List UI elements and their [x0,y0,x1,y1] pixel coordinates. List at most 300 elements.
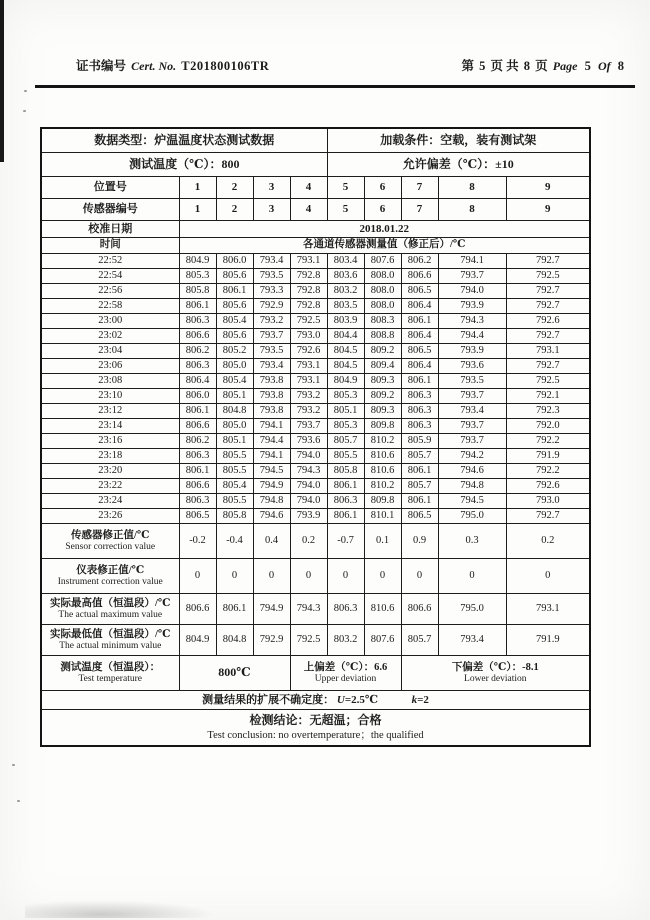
reading-value: 810.2 [364,479,401,494]
reading-value: 805.1 [216,389,253,404]
reading-value: 806.1 [216,284,253,299]
sensor-number: 1 [179,199,216,221]
reading-value: 806.1 [179,404,216,419]
reading-time: 23:16 [41,434,179,449]
reading-value: 793.7 [438,419,506,434]
conclusion-cell [41,710,590,747]
reading-row [41,269,590,284]
reading-value: 805.1 [327,404,364,419]
conclusion-cn: 检测结论：无超温；合格 [249,713,382,728]
reading-value: 794.5 [253,464,290,479]
reading-value: 806.1 [179,299,216,314]
reading-value: 792.9 [253,299,290,314]
upper-deviation-cell [290,656,401,691]
page-of-label: Of [597,59,611,73]
reading-value: 792.5 [506,269,590,284]
reading-value: 805.4 [216,479,253,494]
reading-time: 23:12 [41,404,179,419]
page-total-en: 8 [617,59,624,73]
dust-speck [12,764,15,766]
reading-value: 793.1 [290,374,327,389]
position-number: 1 [179,177,216,199]
reading-value: 806.1 [401,374,438,389]
reading-value: 794.0 [290,449,327,464]
sensor-number: 5 [327,199,364,221]
reading-time: 23:18 [41,449,179,464]
reading-value: 805.8 [327,464,364,479]
reading-value: 806.0 [179,389,216,404]
reading-value: 805.8 [216,509,253,524]
sensor-number: 2 [216,199,253,221]
test-temperature-label-cn: 测试温度（恒温段）： [60,661,161,673]
scan-smudge-artifact [25,900,215,918]
reading-value: 810.6 [364,464,401,479]
reading-value: 792.2 [506,434,590,449]
meta-row-1 [41,128,590,153]
reading-value: 792.8 [290,269,327,284]
reading-value: 806.2 [401,254,438,269]
actual-max-value: 794.3 [290,594,327,625]
sensor-correction-row [41,524,590,559]
reading-time: 23:02 [41,329,179,344]
reading-value: 806.3 [179,359,216,374]
reading-value: 793.6 [438,359,506,374]
reading-value: 810.6 [364,449,401,464]
position-number: 2 [216,177,253,199]
instrument-correction-value: 0 [179,559,216,594]
actual-min-value: 792.9 [253,625,290,656]
reading-value: 805.9 [401,434,438,449]
reading-value: 794.4 [253,434,290,449]
reading-value: 809.8 [364,419,401,434]
reading-value: 806.3 [327,494,364,509]
reading-value: 794.3 [290,464,327,479]
reading-value: 803.6 [327,269,364,284]
meta-row-2 [41,153,590,177]
reading-value: 805.5 [216,449,253,464]
reading-value: 806.3 [401,389,438,404]
reading-value: 803.9 [327,314,364,329]
reading-value: 809.8 [364,494,401,509]
reading-value: 794.8 [438,479,506,494]
sensor-correction-value: 0.1 [364,524,401,559]
reading-value: 793.4 [253,359,290,374]
reading-value: 804.9 [327,374,364,389]
position-number: 9 [506,177,590,199]
instrument-correction-label [41,559,179,594]
reading-value: 806.4 [401,299,438,314]
uncertainty-k-symbol: k [411,693,418,706]
actual-min-value: 804.9 [179,625,216,656]
actual-min-row [41,625,590,656]
reading-value: 805.6 [216,269,253,284]
reading-value: 806.1 [401,494,438,509]
reading-value: 806.0 [216,254,253,269]
actual-min-value: 804.8 [216,625,253,656]
sensor-correction-label [41,524,179,559]
channel-header: 各通道传感器测量值（修正后）/℃ [179,238,590,254]
actual-max-value: 806.6 [401,594,438,625]
reading-row [41,434,590,449]
reading-value: 794.5 [438,494,506,509]
reading-time: 22:56 [41,284,179,299]
reading-value: 792.7 [506,299,590,314]
uncertainty-cell [41,691,590,710]
actual-min-label-en: The actual minimum value [59,640,162,651]
reading-value: 794.1 [253,449,290,464]
reading-value: 792.7 [506,254,590,269]
scan-edge-artifact [0,0,4,162]
position-row [41,177,590,199]
channel-header-row [41,238,590,254]
actual-min-value: 803.2 [327,625,364,656]
reading-row [41,494,590,509]
reading-value: 808.8 [364,329,401,344]
dust-speck [23,110,26,112]
sensor-number-row [41,199,590,221]
reading-value: 805.7 [401,449,438,464]
actual-min-value: 792.5 [290,625,327,656]
reading-value: 792.8 [290,299,327,314]
reading-value: 805.4 [216,374,253,389]
page-cn-3: 页 [535,59,548,73]
sensor-number: 6 [364,199,401,221]
reading-value: 806.5 [401,509,438,524]
position-number: 7 [401,177,438,199]
reading-value: 805.0 [216,359,253,374]
reading-row [41,314,590,329]
conclusion-en: Test conclusion: no overtemperature；the qualified [207,730,424,742]
reading-value: 793.7 [438,389,506,404]
reading-value: 793.7 [253,329,290,344]
page-num: 5 [479,59,486,73]
reading-value: 803.5 [327,299,364,314]
reading-value: 794.1 [253,419,290,434]
lower-deviation-cell [401,656,590,691]
actual-min-value: 791.9 [506,625,590,656]
reading-value: 803.2 [327,284,364,299]
sensor-correction-value: 0.9 [401,524,438,559]
sensor-number: 7 [401,199,438,221]
reading-value: 794.8 [253,494,290,509]
reading-value: 793.9 [438,344,506,359]
cert-number [76,56,269,74]
reading-value: 807.6 [364,254,401,269]
reading-value: 806.2 [179,434,216,449]
reading-value: 793.0 [290,329,327,344]
reading-value: 792.7 [506,509,590,524]
reading-value: 793.5 [253,344,290,359]
position-number: 3 [253,177,290,199]
instrument-correction-label-cn: 仪表修正值/℃ [76,564,145,576]
header-rule [35,85,635,88]
actual-max-value: 806.6 [179,594,216,625]
reading-value: 805.8 [179,284,216,299]
reading-value: 806.1 [401,464,438,479]
uncertainty-row [41,691,590,710]
reading-row [41,284,590,299]
reading-value: 809.2 [364,389,401,404]
reading-row [41,464,590,479]
reading-value: 793.1 [506,344,590,359]
sensor-correction-label-en: Sensor correction value [65,541,156,552]
reading-value: 792.8 [290,284,327,299]
data-table-wrap [40,127,591,747]
reading-row [41,329,590,344]
reading-value: 806.1 [327,479,364,494]
load-condition-cell: 加载条件：空载，装有测试架 [327,128,590,153]
reading-value: 793.4 [438,404,506,419]
uncertainty-u-symbol: U [336,693,345,706]
instrument-correction-value: 0 [438,559,506,594]
page-header [76,56,626,74]
reading-value: 803.4 [327,254,364,269]
reading-time: 22:58 [41,299,179,314]
actual-max-value: 806.3 [327,594,364,625]
reading-time: 23:00 [41,314,179,329]
reading-value: 806.5 [179,509,216,524]
position-number: 8 [438,177,506,199]
actual-max-value: 806.1 [216,594,253,625]
reading-value: 793.1 [290,359,327,374]
test-temperature-label [41,656,179,691]
actual-min-value: 805.7 [401,625,438,656]
reading-value: 808.0 [364,299,401,314]
reading-value: 794.0 [438,284,506,299]
upper-deviation-en: Upper deviation [314,673,377,684]
reading-value: 806.3 [401,419,438,434]
instrument-correction-label-en: Instrument correction value [57,576,163,587]
reading-time: 23:22 [41,479,179,494]
reading-value: 793.0 [506,494,590,509]
dust-speck [24,90,27,92]
dust-speck [17,800,20,802]
reading-value: 804.5 [327,344,364,359]
reading-time: 23:26 [41,509,179,524]
reading-value: 794.6 [438,464,506,479]
reading-row [41,359,590,374]
test-temperature-label-en: Test temperature [78,673,142,684]
reading-value: 809.4 [364,359,401,374]
reading-value: 793.8 [253,374,290,389]
reading-value: 809.3 [364,404,401,419]
reading-value: 809.2 [364,344,401,359]
instrument-correction-value: 0 [506,559,590,594]
cert-number-value: T201800106TR [181,59,270,73]
reading-value: 805.6 [216,299,253,314]
reading-value: 793.2 [253,314,290,329]
uncertainty-k-value: =2 [417,693,429,706]
sensor-correction-value: 0.4 [253,524,290,559]
test-temperature-value: 800℃ [179,656,290,691]
reading-value: 806.6 [179,329,216,344]
reading-time: 23:08 [41,374,179,389]
reading-value: 793.7 [438,269,506,284]
actual-min-label [41,625,179,656]
cert-label-cn: 证书编号 [76,59,127,73]
reading-value: 792.5 [506,374,590,389]
reading-value: 793.7 [290,419,327,434]
reading-value: 805.7 [327,434,364,449]
instrument-correction-value: 0 [216,559,253,594]
reading-value: 805.7 [401,479,438,494]
reading-value: 805.3 [179,269,216,284]
reading-row [41,374,590,389]
actual-max-label [41,594,179,625]
calibration-date-row [41,221,590,238]
reading-value: 806.3 [179,314,216,329]
actual-min-value: 807.6 [364,625,401,656]
reading-time: 22:52 [41,254,179,269]
reading-value: 794.9 [253,479,290,494]
position-label: 位置号 [41,177,179,199]
test-temp-cell: 测试温度（℃）：800 [41,153,327,177]
reading-value: 805.3 [327,389,364,404]
reading-value: 793.5 [438,374,506,389]
reading-value: 792.7 [506,284,590,299]
reading-value: 794.3 [438,314,506,329]
reading-value: 794.1 [438,254,506,269]
reading-value: 793.8 [253,389,290,404]
time-label: 时间 [41,238,179,254]
sensor-number: 9 [506,199,590,221]
page-total: 8 [523,59,531,73]
reading-time: 23:10 [41,389,179,404]
reading-value: 794.0 [290,479,327,494]
position-number: 6 [364,177,401,199]
reading-value: 793.9 [290,509,327,524]
instrument-correction-row [41,559,590,594]
reading-value: 794.6 [253,509,290,524]
reading-time: 23:14 [41,419,179,434]
reading-value: 809.3 [364,374,401,389]
allowed-deviation-cell: 允许偏差（℃）：±10 [327,153,590,177]
reading-time: 22:54 [41,269,179,284]
reading-value: 793.2 [290,389,327,404]
lower-deviation-cn: 下偏差（℃）：-8.1 [451,661,539,673]
reading-value: 793.7 [438,434,506,449]
instrument-correction-value: 0 [253,559,290,594]
instrument-correction-value: 0 [290,559,327,594]
page-en-label: Page [552,59,578,73]
reading-value: 793.3 [253,284,290,299]
reading-value: 805.2 [216,344,253,359]
instrument-correction-value: 0 [327,559,364,594]
sensor-number: 3 [253,199,290,221]
actual-max-value: 793.1 [506,594,590,625]
reading-value: 805.1 [216,434,253,449]
reading-value: 810.1 [364,509,401,524]
actual-max-row [41,594,590,625]
sensor-correction-value: 0.3 [438,524,506,559]
reading-time: 23:06 [41,359,179,374]
sensor-label: 传感器编号 [41,199,179,221]
reading-value: 808.0 [364,269,401,284]
actual-max-value: 795.0 [438,594,506,625]
sensor-correction-label-cn: 传感器修正值/℃ [71,529,150,541]
test-temperature-row [41,656,590,691]
reading-value: 804.8 [216,404,253,419]
reading-value: 794.0 [290,494,327,509]
reading-value: 806.3 [179,494,216,509]
reading-value: 792.7 [506,359,590,374]
readings-body [41,254,590,524]
reading-row [41,254,590,269]
reading-row [41,389,590,404]
reading-value: 792.2 [506,464,590,479]
actual-max-value: 794.9 [253,594,290,625]
reading-value: 804.4 [327,329,364,344]
page-num-en: 5 [584,59,591,73]
reading-value: 794.2 [438,449,506,464]
calib-date-value: 2018.01.22 [179,221,590,238]
reading-value: 810.2 [364,434,401,449]
reading-value: 794.4 [438,329,506,344]
reading-value: 805.5 [216,464,253,479]
sensor-correction-value: 0.2 [290,524,327,559]
reading-value: 806.3 [179,449,216,464]
reading-value: 806.1 [327,509,364,524]
reading-value: 804.5 [327,359,364,374]
measurement-table [40,127,591,747]
lower-deviation-en: Lower deviation [464,673,527,684]
actual-max-label-en: The actual maximum value [58,609,163,620]
sensor-correction-value: -0.4 [216,524,253,559]
sensor-correction-value: -0.7 [327,524,364,559]
uncertainty-u-value: =2.5℃ [344,693,379,706]
reading-value: 793.5 [253,269,290,284]
reading-value: 805.5 [327,449,364,464]
actual-max-value: 810.6 [364,594,401,625]
reading-value: 806.6 [179,419,216,434]
reading-value: 806.4 [401,329,438,344]
instrument-correction-value: 0 [401,559,438,594]
reading-value: 804.9 [179,254,216,269]
reading-row [41,419,590,434]
reading-value: 793.2 [290,404,327,419]
reading-value: 808.0 [364,284,401,299]
reading-time: 23:24 [41,494,179,509]
reading-value: 792.6 [290,344,327,359]
reading-value: 806.3 [401,404,438,419]
reading-value: 795.0 [438,509,506,524]
sensor-number: 4 [290,199,327,221]
reading-value: 808.3 [364,314,401,329]
sensor-correction-value: -0.2 [179,524,216,559]
reading-row [41,299,590,314]
reading-row [41,509,590,524]
reading-value: 792.1 [506,389,590,404]
upper-deviation-cn: 上偏差（℃）：6.6 [303,661,388,673]
reading-row [41,344,590,359]
reading-time: 23:20 [41,464,179,479]
actual-max-label-cn: 实际最高值（恒温段）/℃ [50,597,171,609]
actual-min-value: 793.4 [438,625,506,656]
reading-value: 806.1 [179,464,216,479]
reading-value: 792.6 [506,479,590,494]
reading-value: 806.6 [179,479,216,494]
position-number: 4 [290,177,327,199]
reading-value: 806.2 [179,344,216,359]
reading-value: 806.5 [401,284,438,299]
reading-value: 806.4 [179,374,216,389]
sensor-number: 8 [438,199,506,221]
position-number: 5 [327,177,364,199]
reading-value: 793.9 [438,299,506,314]
reading-value: 806.6 [401,269,438,284]
reading-time: 23:04 [41,344,179,359]
reading-value: 806.4 [401,359,438,374]
